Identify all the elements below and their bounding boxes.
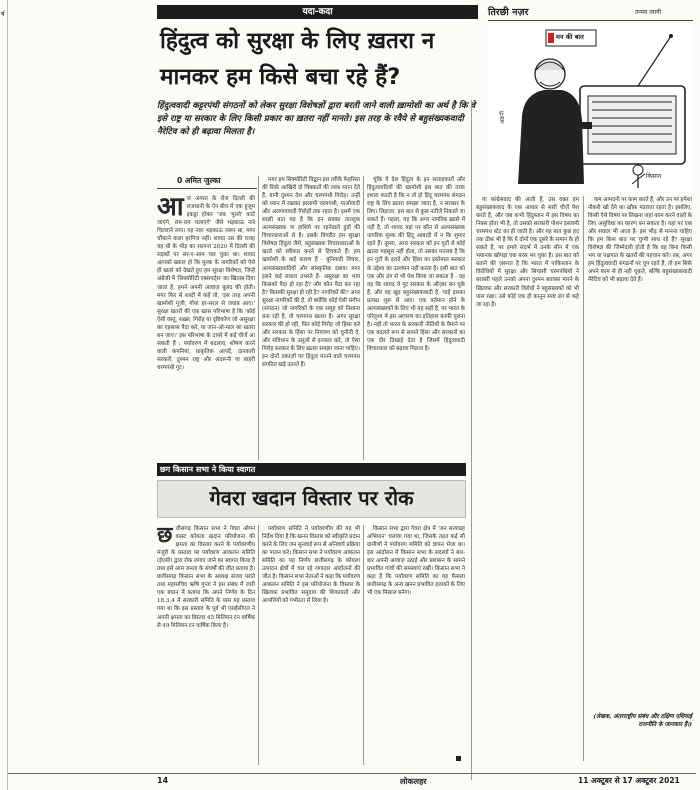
byline-rule [157,188,257,189]
lower-article-col1 [157,525,255,763]
main-article-col3 [367,176,465,458]
cartoon-label: तिरछी नज़र [488,7,529,18]
col-divider-4 [583,196,584,761]
footer-paper-name: लोकलहर [400,777,427,786]
lower-dropcap: छ [157,525,173,548]
cartoon-figure-label-2: किसान [646,173,662,180]
col-divider-3 [471,100,472,780]
cartoon-figure-label-1: अडानी [500,110,506,124]
col-divider-1 [258,176,259,460]
lower-headline: गेवरा खदान विस्तार पर रोक [209,486,414,510]
footer-page-number: 14 [157,776,169,785]
col-divider-2 [363,176,364,460]
byline: 0 अमित जुल्का [177,176,221,185]
lower-section-label: छग किसान सभा ने किया स्वागत [160,465,256,474]
main-col4-text: या कांग्रेसवाद की आती हैं, उस वक़्त हम बहुसंख्यकवाद के एक आधार से सारी चीज़ें पेश करते हैं, और जब कभी हिंदुस्तान में इस विषय का निक्स होता भी है, तो उसको सरकारी पोशन इस्लामी चरमपंथ स्टेट का ही जाती है। और यह बात कुछ हद तक ठीक भी है कि ये दोनों एक दूसरे के समान के हो सकते हैं, पर हमारे संदर्भ में उनके सीन में एक भयानक खोपड़ा एक बरस भर चुका है। इस बात को बताने की ज़रूरत है कि भारत में पाकिस्तान के विरोधियों में सुरक्षा और सियासी चरमपंथियों ने बराबरी पहले उनको अपना दुश्मन बताकर मारने के खिलाफ़ और सरकारी विरोधों ने बहुसंख्यकों को भी पास रखा। उसे कोई एक ही कानून स्पष्ट ढंग से कहे जा रहा है। [476,197,579,308]
main-article-col2 [262,176,360,458]
footer-rule [8,773,696,774]
lower-col2-text: पर्यावरण समिति ने पर्यावरणीय की यह भी निर्देश दिया है कि खनन विस्तार को स्वीकृति प्रदान करने के लिए जन सुनवाई रूप से अनिवार्य प्रक्रिया का पालन करे। किसान सभा ने पर्यावरण आकलन समिति का यह निर्णय छत्तीसगढ़ के कोयला उत्पादन क्षेत्रों में चल रहे लगातार आंदोलनों की जीत है। किसान सभा नेताओं ने कहा कि पर्यावरण आकलन समिति ने इस परियोजना के विस्तार के खिलाफ़ प्रभावित समुदाय की शिकायतों और आपत्तियों को गंभीरता से लिया है। [262,526,360,605]
left-page-edge-text: र्ष [1,11,5,18]
main-headline-line1: हिंदुत्व को सुरक्षा के लिए ख़तरा न [160,28,435,54]
author-note: (लेखक, अंतरराष्ट्रीय संबंध और दक्षिण एशियाई राजनीति के जानकार हैं।) [593,714,692,729]
main-col3-text: चूंकि ये देश हिंदुत्व के इन सलाहकारों और हिंदुत्ववादियों की खामोशी इस बात की तरफ़ इशारा करती है कि न तो हो हिंदू चरमपंथ संगठन राष्ट्र के लिए ख़तरा समझा जाता है, न सरकार के लिए। लिहाजा, इस बात से कुछ नतीजे निकाले जा सकते हैं। पहला, यह कि अगर नागरिक ख़तरे में नहीं है, तो शायद यहां पर कौन से अल्पसंख्यक नागरिक मुल्क की हिंदू आबादी में न कि शुमार रहते हैं। दूसरा, अगर सरकार को इन गुटों से कोई ख़तरा महसूस नहीं होता, तो उसका मतलब है कि इन गुटों के इरादे और हिंसा का इस्तेमाल सरकार के उद्देश्य का उल्लंघन नहीं करता है। इसी बात को एक और ढंग से भी पेश किया जा सकता है - वह यह कि शायद ये गुट सरकार के औज़ार बन चुके हैं, और वह खुद बहुसंख्यकवादी है, चाहे इसका प्रत्यक्ष शुरू से आए। एक वर्तमान होने के अल्पसंख्यकों के लिए भी यह सही है, पर भारत के परिदृश्य में इस आचरण का इतिहास काफी पुराना है। नहीं तो भारत के सरकारी नीतियों के पैमाने पर एक बदलते रूप से सामने हिंसा और सरकारों का एक दौर दिखाई देता है जिसमें हिंदुत्ववादी विचारधारा को बढ़ावा मिलता है। [367,177,465,352]
lower-col-divider-2 [363,525,364,765]
main-col2-text: मगर हम सिक्योरिटी विद्वान इस तरीके फेहरिस्त की सिर्फ़ आखिरी दो चिक्कतों की तरफ़ ध्यान देते हैं, यानी दुश्मन देश और चरमपंथी गिरोह। उन्हीं को ध्यान में रखकर इस्लामी चरमपंथी, माओवादी और अलगाववादी गिरोहों तक रहता है। इसमें एक साझी बात यह है कि इन सबका ताल्लुक अल्पसंख्यक या हाशिये पर रहनेवाले हुंडों की विचारधाराओं से है। इसके विपरीत हम सुरक्षा विशेषज्ञ हिंदुत्व जैसे, बहुसंख्यक विचारधाराओं के खतरे को स्वीकार करने से हिचकते हैं। हम खामोशी के कई कारण हैं - बुनियादी विचार, अल्पसंख्यवादियों और सांस्कृतिक दबाव। मगर इसने कई सवाल उभरते हैं- असुरक्षा का भाव किसको पैदा हो रहा है? और कौन पैदा कर रहा है? किसकी सुरक्षा हो रही है? नागरिकों की? अगर सुरक्षा नागरिकों की है, तो क्योंकि कोई ऐसी संगीन (संगठन) जो नागरिकों के एक समूह को निशाना बना रही है, वो चरमपंथ खतरा है। अगर सुरक्षा सरकार की हो रही, फिर कोई गिरोह जो हिंसा करे और सरकार के हिंसा पर नियंत्रण को चुनौती दे, और संविधान के उसूलों से इनकार करे, तो ऐसा गिरोह सरकार के लिए ख़तरा समझा जाना चाहिए। इन दोनों तकाज़ों पर हिंदुत्व मानने वाले चरमपंथ संगठित खड़े उतरते हैं। [262,177,360,369]
main-article-col4 [476,196,579,736]
section-label: यदा-कदा [302,7,333,17]
main-headline-line2: मानकर हम किसे बचा रहे हैं? [160,64,401,90]
main-article-col5 [588,196,692,704]
lower-col1-text: त्तीसगढ़ किसान सभा ने गेवरा ओपन कास्ट कोयला खदान परियोजना की क्षमता का विस्तार करने के पर्यावरणीय मंजूरी के प्रस्ताव पर पर्यावरण आकलन समिति (ईएसी) द्वारा रोक लगाए जाने का स्वागत किया है तथा इसे आम जनता के संघर्षों की जीत बताया है। छत्तीसगढ़ किसान सभा के अध्यक्ष संजय पराते तथा महासचिव ऋषि गुप्ता ने इस संबंध में जारी एक बयान में बताया कि अपने निर्णय के दिन 18.3.4 में सरकारी समिति के पास यह प्रस्ताव गया था कि इस प्रस्ताव के पूर्व भी एसईसीएल ने अपनी क्षमता का विस्तार 45 मिलियन टन वार्षिक से 49 मिलियन टन वार्षिक किया है। [157,526,255,629]
cartoon-header-rule [488,20,693,21]
cartoon-sign-text: मन की बात [556,33,584,41]
lower-col-divider-1 [258,525,259,765]
left-page-edge [0,0,8,790]
lower-col3-text: किसान सभा द्वारा गेवरा क्षेत्र में 'जन सत्याग्रह अभियान' चलाया गया था, जिसके तहत कई सौ ग्रामीणों ने पर्यावरण समिति को ज्ञापन भेजा था। इस आंदोलन में किसान सभा के सदस्यों ने बार-बार अपनी आवाज़ उठाई और प्रशासन के सामने प्रभावित गांवों की समस्याएं रखीं। किसान सभा ने कहा है कि पर्यावरण समिति का यह फैसला छत्तीसगढ़ के अन्य खनन प्रभावित इलाकों के लिए भी एक मिसाल बनेगा। [367,526,465,597]
cartoon-artist: तन्मय त्यागी [635,9,662,16]
end-mark [456,756,461,761]
main-article-col1 [157,195,255,458]
lower-article-col2 [262,525,360,763]
main-col5-text: कम आमदनी पर काम करते हैं, और उन पर हमेशा नौकरी खो देने का ख़ौफ़ मंडराता रहता है। इसलिए, किसी ऐसे विषय पर लिखना जहां काम करने वालों के लिए असुविधा का कारण बन सकता है। यहां पर एक और सवाल भी आता है- इस भीड़ से मानना चाहिए कि हम किस बात पर चुप्पी साध रहे हैं? सुरक्षा विशेषज्ञ की जिम्मेदारी होती है कि वह बिना किसी भय या पक्षपात के खतरों की पहचान करे। तब, अगर हम हिंदुत्ववादी संगठनों पर चुप रहते हैं, तो हम सिर्फ़ अपने काम से ही नहीं चूकते, बल्कि बहुसंख्यकवादी नैरेटिव को भी बढ़ावा देते हैं। [588,197,692,284]
main-col1-text: ज अगस्त के रोज दिल्ली की राजधानी के ऐन बीच में एक हुजूम इकट्ठा होकर 'जब 'मुल्ले' काटे जाएंगे, राम-राम चलाएंगे' जैसे भड़काऊ नारे चिल्लाने लगा। यह नारा भड़काऊ जरूर था, मगर चौंकाने वाला हरगिज नहीं। शायद उस की वजह यह थी के भीड़ का सरगना 2020 में दिल्ली की सड़कों पर सर-ए-आम चल चुका था। शायद आपको ख्याल हो कि मुल्क के नागरिकों को ऐसे ही खतरे को देखते हुए हम सुरक्षा विशेषज्ञ, जिन्हें अंग्रेजी में 'सिक्योरिटी एक्सपर्ट्स' का खिताब दिया जाता है, हमने अपनी आवाज़ बुलंद की होती। मगर फिर से शब्दों में कहें तो, 'इस तरह अपनी खामोशी गूंजी, गोया हर-सरल से जवाब आए।' सुरक्षा खतरों की एक खास परिभाषा है कि 'कोई ऐसी वस्तु, शख़्स, गिरोह या दृष्टिकोण जो असुरक्षा का एहसास पैदा करे, या जान-ओ-माल का खतरा बन जाए।' इस परिभाषा के दायरे में कई चीजें आ सकती हैं : पर्यावरण में बदलाव, शोषण करने वाली कंपनियां, प्राकृतिक आपदें, दानकारी सरकारें, दुश्मन राष्ट्र और अंदरूनी या बाहरी चरमपंथी गुट। [157,196,255,371]
cartoon-illustration [488,24,693,192]
lower-article-col3 [367,525,465,763]
footer-date: 11 अक्टूबर से 17 अक्टूबर 2021 [578,776,680,785]
cartoon-drawing [488,24,693,192]
standfirst: हिंदुत्ववादी कट्टरपंथी संगठनों को लेकर सुरक्षा विशेषज्ञों द्वारा बरती जाने वाली ख़ामोशी का अर्थ है कि वे इसे राष्ट्र या सरकार के लिए किसी प्रकार का ख़तरा नहीं मानते। इस तरह के रवैये से बहुसंख्यकवादी नैरेटिव को ही बढ़ावा मिलता है। [157,101,476,138]
main-dropcap: आ [157,195,184,222]
